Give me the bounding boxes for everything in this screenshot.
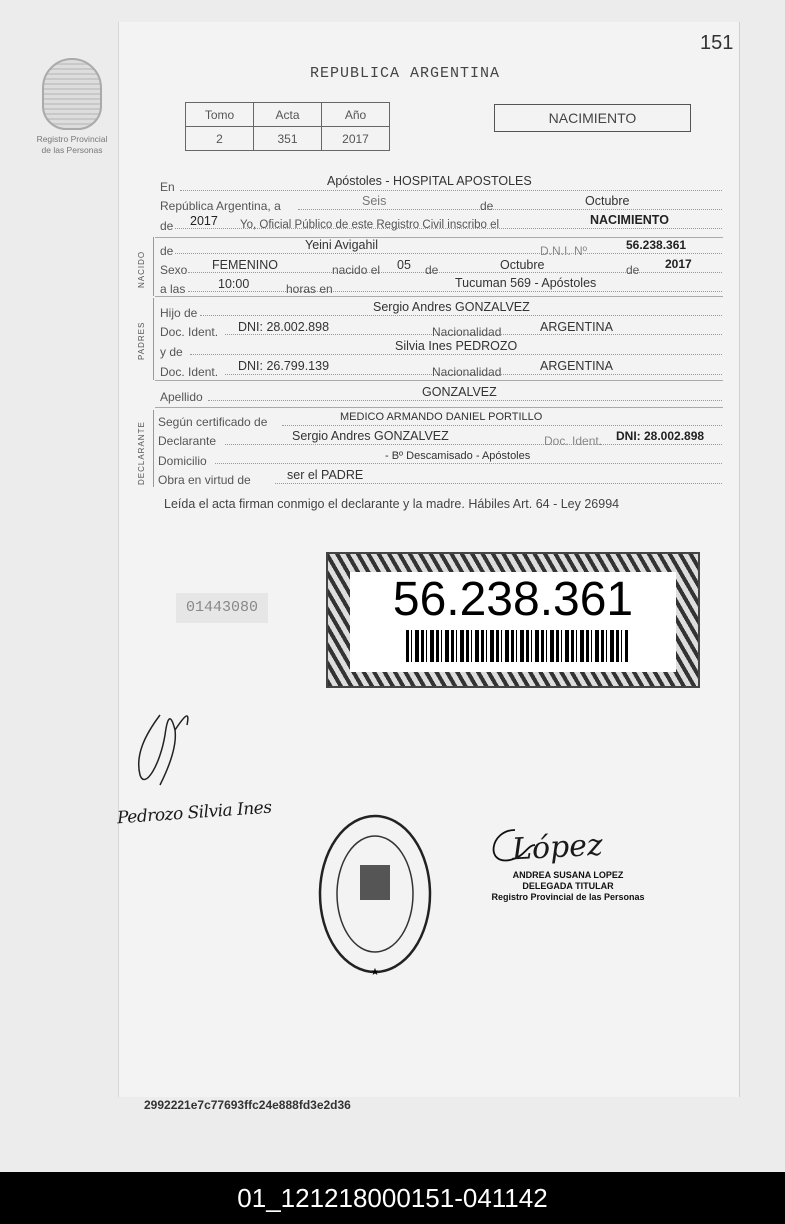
- certificado-value: MEDICO ARMANDO DANIEL PORTILLO: [340, 411, 543, 423]
- a-las-label: a las: [160, 282, 186, 296]
- horas-label: horas en: [286, 282, 333, 296]
- sexo-value: FEMENINO: [212, 258, 278, 272]
- domicilio-value: - Bº Descamisado - Apóstoles: [385, 450, 531, 462]
- official-org: Registro Provincial de las Personas: [491, 892, 645, 902]
- scan-footer-id: 01_121218000151-041142: [0, 1172, 785, 1224]
- birth-month-value: Octubre: [500, 258, 545, 272]
- father-doc-value: DNI: 28.002.898: [238, 320, 330, 334]
- father-name-value: Sergio Andres GONZALVEZ: [373, 300, 530, 314]
- official-signature: López: [511, 827, 604, 868]
- time-value: 10:00: [218, 277, 250, 291]
- day-word-value: Seis: [362, 194, 387, 208]
- th-acta: Acta: [254, 103, 322, 127]
- doc-label-3: Doc. Ident.: [544, 434, 603, 448]
- dni-value: 56.238.361: [626, 238, 687, 252]
- father-nationality-value: ARGENTINA: [540, 320, 613, 334]
- nac-label: Nacionalidad: [432, 325, 502, 339]
- td-acta: 351: [254, 127, 322, 151]
- en-label: En: [160, 180, 175, 194]
- mother-nationality-value: ARGENTINA: [540, 359, 613, 373]
- barcode: [406, 630, 628, 662]
- mother-initials-scribble: [115, 695, 295, 805]
- de-label-3: de: [160, 244, 174, 258]
- month-value: Octubre: [585, 194, 630, 208]
- svg-text:★: ★: [370, 967, 380, 978]
- section-declarante-label: DECLARANTE: [137, 421, 146, 485]
- th-tomo: Tomo: [186, 103, 254, 127]
- de-label-4: de: [425, 263, 439, 277]
- de-label-5: de: [626, 263, 640, 277]
- child-name-value: Yeini Avigahil: [305, 238, 378, 252]
- declarante-label: Declarante: [158, 434, 217, 448]
- official-name: ANDREA SUSANA LOPEZ: [512, 870, 624, 880]
- declarante-value: Sergio Andres GONZALVEZ: [292, 429, 449, 443]
- security-label: [326, 552, 700, 688]
- birth-place-value: Tucuman 569 - Apóstoles: [455, 276, 597, 290]
- declarante-doc-value: DNI: 28.002.898: [616, 429, 705, 443]
- obra-label: Obra en virtud de: [158, 473, 251, 487]
- logo-caption-line1: Registro Provincial: [36, 134, 108, 144]
- document-hash: 2992221e7c77693ffc24e888fd3e2d36: [144, 1098, 351, 1112]
- republica-label: República Argentina, a: [160, 199, 281, 213]
- doc-label: Doc. Ident.: [160, 325, 219, 339]
- dni-label: D.N.I. Nº: [540, 244, 588, 258]
- official-stamp: [315, 810, 435, 980]
- mother-name-value: Silvia Ines PEDROZO: [395, 339, 518, 353]
- birth-year-value: 2017: [665, 257, 692, 271]
- page-number: 151: [700, 32, 734, 54]
- sexo-label: Sexo: [160, 263, 188, 277]
- official-title: DELEGADA TITULAR: [522, 881, 614, 891]
- domicilio-label: Domicilio: [158, 454, 207, 468]
- td-ano: 2017: [322, 127, 390, 151]
- act-type-box: NACIMIENTO: [494, 104, 691, 132]
- official-name-stamp: [488, 870, 648, 903]
- logo-caption-line2: de las Personas: [41, 145, 103, 155]
- place-value: Apóstoles - HOSPITAL APOSTOLES: [327, 174, 532, 188]
- year-value: 2017: [190, 214, 218, 228]
- serial-number: 01443080: [176, 593, 268, 623]
- oficial-text: Yo, Oficial Público de este Registro Civil inscribo el: [240, 219, 500, 231]
- doc-label-2: Doc. Ident.: [160, 365, 219, 379]
- registry-logo: [42, 58, 102, 130]
- de-label-2: de: [160, 219, 174, 233]
- logo-caption: [20, 134, 124, 156]
- document-title: REPUBLICA ARGENTINA: [310, 65, 501, 82]
- hijo-label: Hijo de: [160, 306, 198, 320]
- registry-table: [185, 102, 390, 151]
- apellido-value: GONZALVEZ: [422, 385, 497, 399]
- th-ano: Año: [322, 103, 390, 127]
- nacido-label: nacido el: [332, 263, 381, 277]
- td-tomo: 2: [186, 127, 254, 151]
- obra-value: ser el PADRE: [287, 468, 364, 482]
- de-label: de: [480, 199, 494, 213]
- certificado-label: Según certificado de: [158, 415, 268, 429]
- apellido-label: Apellido: [160, 390, 203, 404]
- birth-day-value: 05: [397, 258, 411, 272]
- section-padres-label: PADRES: [137, 321, 146, 360]
- yde-label: y de: [160, 345, 183, 359]
- nac-label-2: Nacionalidad: [432, 365, 502, 379]
- barcode-number: 56.238.361: [392, 573, 634, 626]
- inscribo-value: NACIMIENTO: [590, 213, 669, 227]
- section-nacido-label: NACIDO: [137, 250, 146, 288]
- closing-text: Leída el acta firman conmigo el declarante y la madre. Hábiles Art. 64 - Ley 26994: [164, 497, 620, 511]
- mother-doc-value: DNI: 26.799.139: [238, 359, 330, 373]
- mother-signature: Pedrozo Silvia Ines: [116, 797, 273, 829]
